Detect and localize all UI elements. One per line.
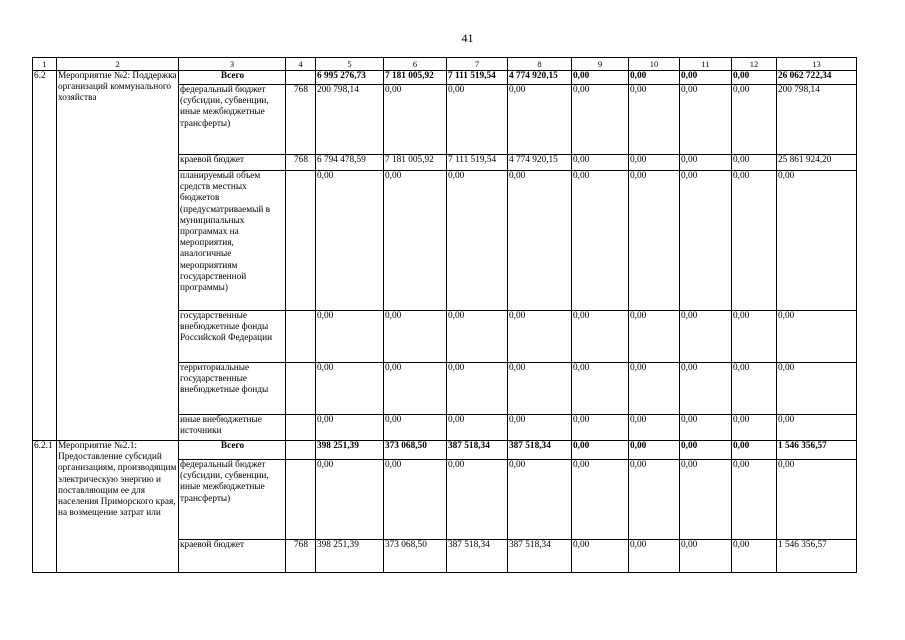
amount-cell: 398 251,39 (316, 441, 384, 460)
amount-cell: 0,00 (629, 415, 680, 441)
amount-cell: 0,00 (732, 85, 777, 155)
amount-cell: 0,00 (384, 311, 447, 363)
amount-cell: 0,00 (447, 460, 508, 540)
amount-cell: 0,00 (572, 540, 629, 573)
amount-cell: 0,00 (680, 540, 732, 573)
column-number: 8 (508, 58, 572, 71)
column-number: 4 (286, 58, 316, 71)
amount-cell: 387 518,34 (447, 441, 508, 460)
amount-cell: 0,00 (777, 415, 857, 441)
amount-cell: 387 518,34 (447, 540, 508, 573)
amount-cell: 387 518,34 (508, 441, 572, 460)
budget-code (286, 415, 316, 441)
column-number: 7 (447, 58, 508, 71)
measure-title: Мероприятие №2: Поддержка организаций коммунального хозяйства (57, 71, 179, 441)
amount-cell: 0,00 (508, 363, 572, 415)
amount-cell: 0,00 (777, 460, 857, 540)
amount-cell: 0,00 (680, 460, 732, 540)
amount-cell: 0,00 (572, 85, 629, 155)
amount-cell: 0,00 (732, 415, 777, 441)
column-number: 13 (777, 58, 857, 71)
row-number: 6.2.1 (33, 441, 57, 573)
amount-cell: 0,00 (732, 71, 777, 85)
amount-cell: 0,00 (680, 85, 732, 155)
amount-cell: 1 546 356,57 (777, 540, 857, 573)
amount-cell: 0,00 (629, 460, 680, 540)
amount-cell: 0,00 (629, 363, 680, 415)
amount-cell: 0,00 (384, 363, 447, 415)
table-row (33, 71, 857, 85)
amount-cell: 4 774 920,15 (508, 71, 572, 85)
budget-code (286, 311, 316, 363)
funding-source: федеральный бюджет (субсидии, субвенции, иные межбюджетные трансферты) (179, 85, 286, 155)
amount-cell: 1 546 356,57 (777, 441, 857, 460)
amount-cell: 0,00 (447, 85, 508, 155)
amount-cell: 0,00 (384, 415, 447, 441)
amount-cell: 0,00 (572, 441, 629, 460)
amount-cell: 0,00 (572, 311, 629, 363)
amount-cell: 0,00 (629, 171, 680, 311)
column-number: 10 (629, 58, 680, 71)
amount-cell: 0,00 (572, 460, 629, 540)
amount-cell: 0,00 (572, 415, 629, 441)
amount-cell: 373 068,50 (384, 540, 447, 573)
funding-source: краевой бюджет (179, 540, 286, 573)
amount-cell: 0,00 (732, 540, 777, 573)
amount-cell: 0,00 (680, 441, 732, 460)
funding-source: государственные внебюджетные фонды Российской Федерации (179, 311, 286, 363)
amount-cell: 0,00 (629, 85, 680, 155)
amount-cell: 0,00 (732, 460, 777, 540)
amount-cell: 0,00 (508, 171, 572, 311)
amount-cell: 200 798,14 (316, 85, 384, 155)
budget-code: 768 (286, 155, 316, 171)
budget-code (286, 363, 316, 415)
amount-cell: 0,00 (629, 155, 680, 171)
measure-title: Мероприятие №2.1: Предоставление субсидий организациям, производящим электрическую энергию и поставляющим ее для населения Приморского края, на возмещение затрат или (57, 441, 179, 573)
amount-cell: 0,00 (680, 363, 732, 415)
funding-source: Всего (179, 71, 286, 85)
amount-cell: 0,00 (572, 155, 629, 171)
amount-cell: 0,00 (777, 311, 857, 363)
amount-cell: 0,00 (732, 311, 777, 363)
amount-cell: 6 794 478,59 (316, 155, 384, 171)
column-number: 9 (572, 58, 629, 71)
amount-cell: 0,00 (680, 311, 732, 363)
budget-code: 768 (286, 540, 316, 573)
amount-cell: 0,00 (732, 155, 777, 171)
column-number: 6 (384, 58, 447, 71)
amount-cell: 0,00 (572, 171, 629, 311)
amount-cell: 0,00 (572, 363, 629, 415)
amount-cell: 0,00 (629, 441, 680, 460)
amount-cell: 7 111 519,54 (447, 71, 508, 85)
amount-cell: 0,00 (447, 363, 508, 415)
column-number: 1 (33, 58, 57, 71)
amount-cell: 398 251,39 (316, 540, 384, 573)
funding-source: иные внебюджетные источники (179, 415, 286, 441)
funding-source: федеральный бюджет (субсидии, субвенции, иные межбюджетные трансферты) (179, 460, 286, 540)
amount-cell: 0,00 (680, 415, 732, 441)
amount-cell: 0,00 (316, 171, 384, 311)
budget-table (32, 57, 857, 573)
row-number: 6.2 (33, 71, 57, 441)
amount-cell: 0,00 (680, 171, 732, 311)
column-number: 3 (179, 58, 286, 71)
amount-cell: 0,00 (732, 171, 777, 311)
amount-cell: 0,00 (447, 311, 508, 363)
amount-cell: 0,00 (777, 171, 857, 311)
funding-source: Всего (179, 441, 286, 460)
amount-cell: 0,00 (316, 311, 384, 363)
budget-code (286, 441, 316, 460)
column-number: 11 (680, 58, 732, 71)
amount-cell: 0,00 (572, 71, 629, 85)
amount-cell: 0,00 (316, 415, 384, 441)
column-number-row (33, 58, 857, 71)
amount-cell: 373 068,50 (384, 441, 447, 460)
budget-code (286, 460, 316, 540)
budget-code: 768 (286, 85, 316, 155)
amount-cell: 0,00 (384, 460, 447, 540)
table-body (33, 58, 857, 573)
amount-cell: 0,00 (447, 171, 508, 311)
amount-cell: 0,00 (316, 460, 384, 540)
amount-cell: 0,00 (732, 441, 777, 460)
amount-cell: 0,00 (508, 460, 572, 540)
amount-cell: 0,00 (447, 415, 508, 441)
column-number: 2 (57, 58, 179, 71)
amount-cell: 0,00 (777, 363, 857, 415)
page-number: 41 (461, 31, 474, 45)
amount-cell: 6 995 276,73 (316, 71, 384, 85)
amount-cell: 7 111 519,54 (447, 155, 508, 171)
column-number: 5 (316, 58, 384, 71)
amount-cell: 25 861 924,20 (777, 155, 857, 171)
amount-cell: 0,00 (629, 540, 680, 573)
amount-cell: 0,00 (508, 311, 572, 363)
column-number: 12 (732, 58, 777, 71)
budget-code (286, 71, 316, 85)
amount-cell: 200 798,14 (777, 85, 857, 155)
amount-cell: 0,00 (629, 311, 680, 363)
amount-cell: 26 062 722,34 (777, 71, 857, 85)
amount-cell: 0,00 (316, 363, 384, 415)
amount-cell: 4 774 920,15 (508, 155, 572, 171)
funding-source: краевой бюджет (179, 155, 286, 171)
amount-cell: 0,00 (508, 415, 572, 441)
funding-source: территориальные государственные внебюджетные фонды (179, 363, 286, 415)
amount-cell: 7 181 005,92 (384, 71, 447, 85)
amount-cell: 0,00 (680, 155, 732, 171)
amount-cell: 0,00 (384, 171, 447, 311)
amount-cell: 0,00 (680, 71, 732, 85)
table-row (33, 441, 857, 460)
amount-cell: 0,00 (629, 71, 680, 85)
amount-cell: 387 518,34 (508, 540, 572, 573)
funding-source: планируемый объем средств местных бюджетов (предусматриваемый в муниципальных программах на мероприятия, аналогичные мероприятиям государственной программы) (179, 171, 286, 311)
amount-cell: 0,00 (508, 85, 572, 155)
amount-cell: 7 181 005,92 (384, 155, 447, 171)
budget-code (286, 171, 316, 311)
amount-cell: 0,00 (384, 85, 447, 155)
amount-cell: 0,00 (732, 363, 777, 415)
